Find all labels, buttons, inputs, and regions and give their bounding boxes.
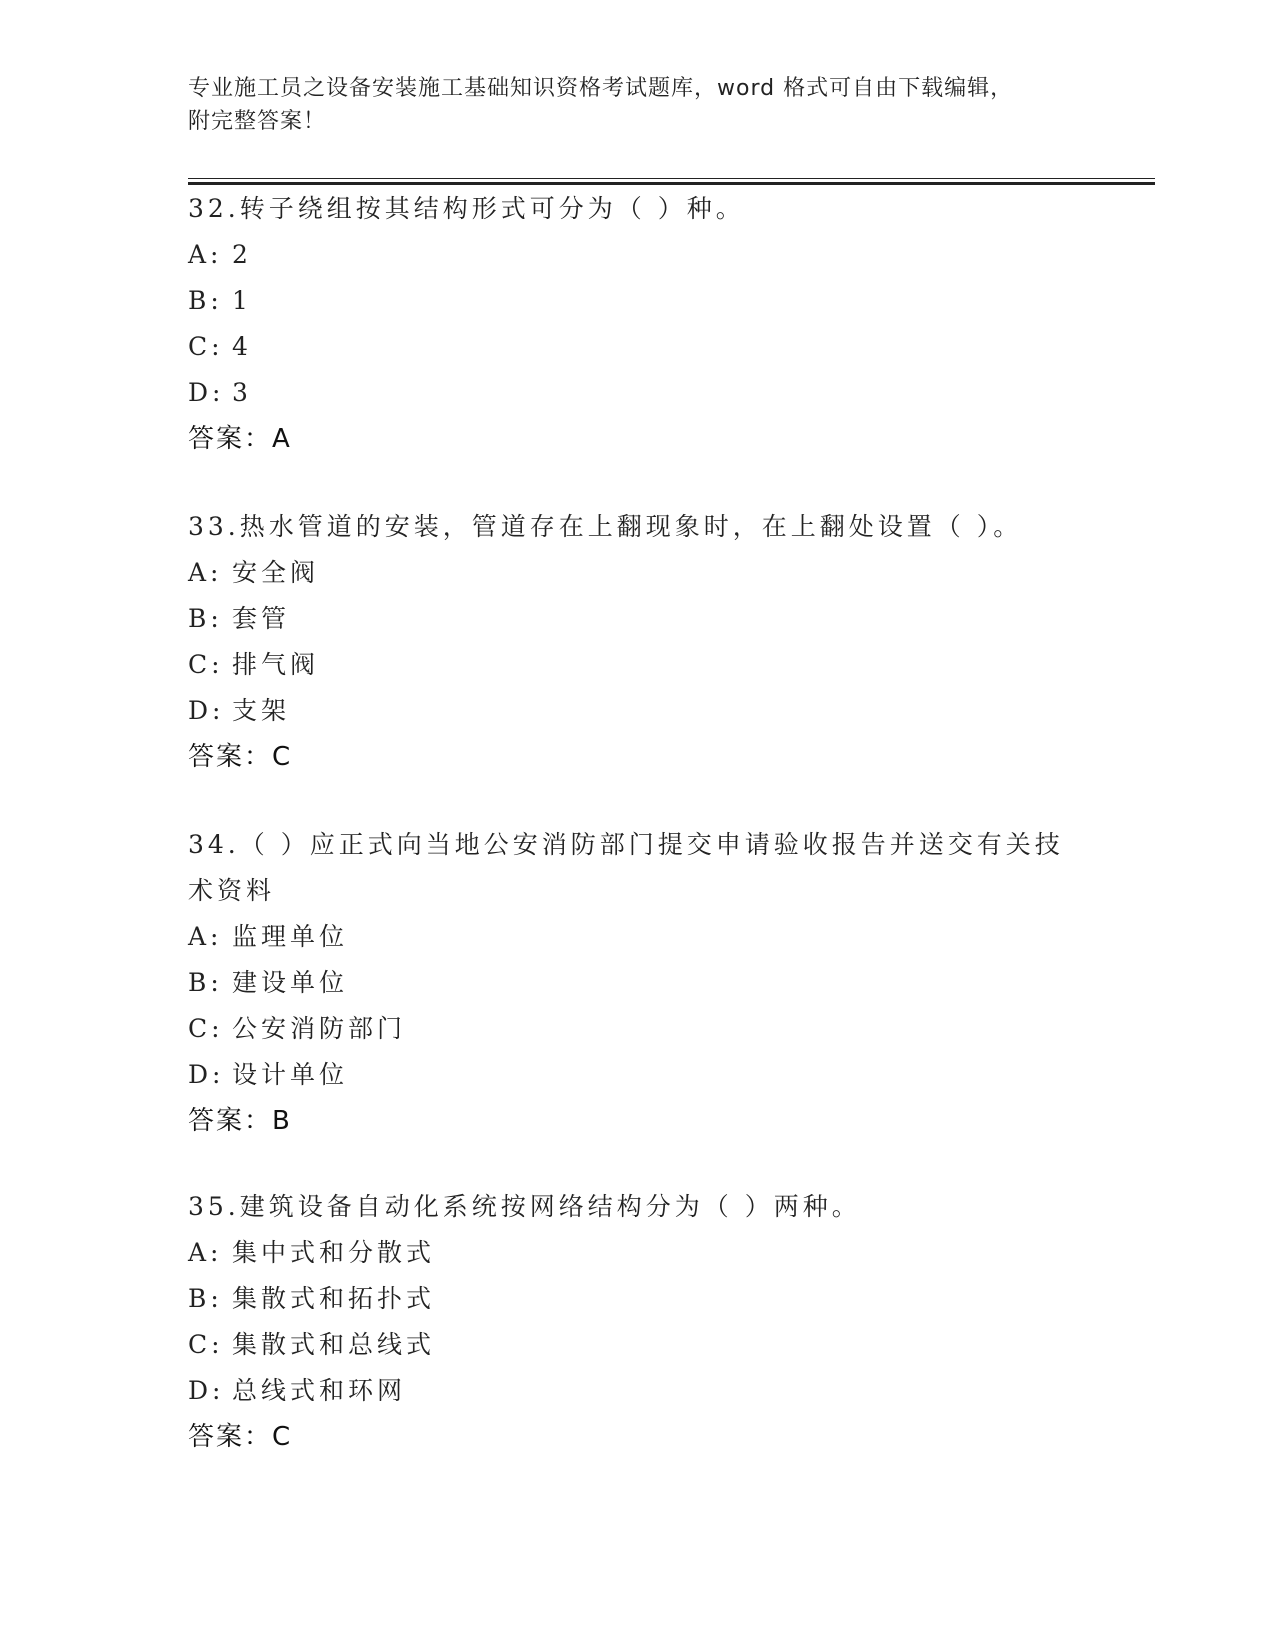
- header-divider-thin: [188, 178, 1155, 179]
- option-c: [188, 642, 1088, 688]
- option-letter: B:: [188, 968, 223, 997]
- option-letter: B:: [188, 286, 223, 315]
- option-text: 套管: [232, 604, 291, 633]
- option-a: [188, 1230, 1088, 1276]
- option-text: 集中式和分散式: [232, 1238, 436, 1267]
- question-title: 35.建筑设备自动化系统按网络结构分为（ ）两种。: [188, 1192, 861, 1221]
- option-text: 安全阀: [232, 558, 320, 587]
- option-text: 监理单位: [232, 922, 349, 951]
- option-text: 排气阀: [232, 650, 320, 679]
- question-title: 33.热水管道的安装，管道存在上翻现象时，在上翻处设置（ ）。: [188, 512, 1023, 541]
- question-33: [188, 504, 1088, 780]
- option-text: 集散式和总线式: [232, 1330, 436, 1359]
- option-b: [188, 1276, 1088, 1322]
- option-text: 3: [232, 378, 252, 407]
- option-d: [188, 1052, 1088, 1098]
- answer-line: 答案：C: [188, 742, 293, 772]
- option-letter: D:: [188, 696, 225, 725]
- option-letter: C:: [188, 1330, 224, 1359]
- option-text: 2: [232, 240, 252, 269]
- option-letter: D:: [188, 378, 225, 407]
- option-letter: C:: [188, 1014, 224, 1043]
- option-d: [188, 1368, 1088, 1414]
- option-b: [188, 278, 1088, 324]
- option-c: [188, 324, 1088, 370]
- option-letter: C:: [188, 650, 224, 679]
- question-32: [188, 186, 1088, 462]
- option-c: [188, 1322, 1088, 1368]
- option-letter: A:: [188, 1238, 223, 1267]
- answer-line: 答案：A: [188, 424, 292, 454]
- document-header: [188, 72, 1088, 138]
- option-letter: B:: [188, 604, 223, 633]
- option-text: 设计单位: [232, 1060, 349, 1089]
- option-a: [188, 232, 1088, 278]
- option-letter: A:: [188, 922, 223, 951]
- question-title: 32.转子绕组按其结构形式可分为（ ）种。: [188, 194, 745, 223]
- option-text: 公安消防部门: [232, 1014, 407, 1043]
- header-line-1: 专业施工员之设备安装施工基础知识资格考试题库，word 格式可自由下载编辑，: [188, 76, 1014, 101]
- option-b: [188, 596, 1088, 642]
- answer-line: 答案：C: [188, 1422, 293, 1452]
- question-title-line-2: 术资料: [188, 876, 276, 905]
- option-b: [188, 960, 1088, 1006]
- question-34: [188, 822, 1088, 1144]
- option-letter: D:: [188, 1060, 225, 1089]
- option-d: [188, 370, 1088, 416]
- option-text: 4: [232, 332, 252, 361]
- option-letter: B:: [188, 1284, 223, 1313]
- option-d: [188, 688, 1088, 734]
- option-a: [188, 914, 1088, 960]
- option-text: 总线式和环网: [232, 1376, 407, 1405]
- option-text: 1: [232, 286, 252, 315]
- header-line-2: 附完整答案！: [188, 109, 327, 134]
- option-text: 建设单位: [232, 968, 349, 997]
- question-title-line-1: 34.（ ）应正式向当地公安消防部门提交申请验收报告并送交有关技: [188, 830, 1064, 859]
- option-letter: A:: [188, 558, 223, 587]
- option-letter: C:: [188, 332, 224, 361]
- question-35: [188, 1184, 1088, 1460]
- option-text: 集散式和拓扑式: [232, 1284, 436, 1313]
- option-letter: D:: [188, 1376, 225, 1405]
- header-divider-thick: [188, 182, 1155, 185]
- answer-line: 答案：B: [188, 1106, 292, 1136]
- option-a: [188, 550, 1088, 596]
- option-c: [188, 1006, 1088, 1052]
- option-text: 支架: [232, 696, 291, 725]
- option-letter: A:: [188, 240, 223, 269]
